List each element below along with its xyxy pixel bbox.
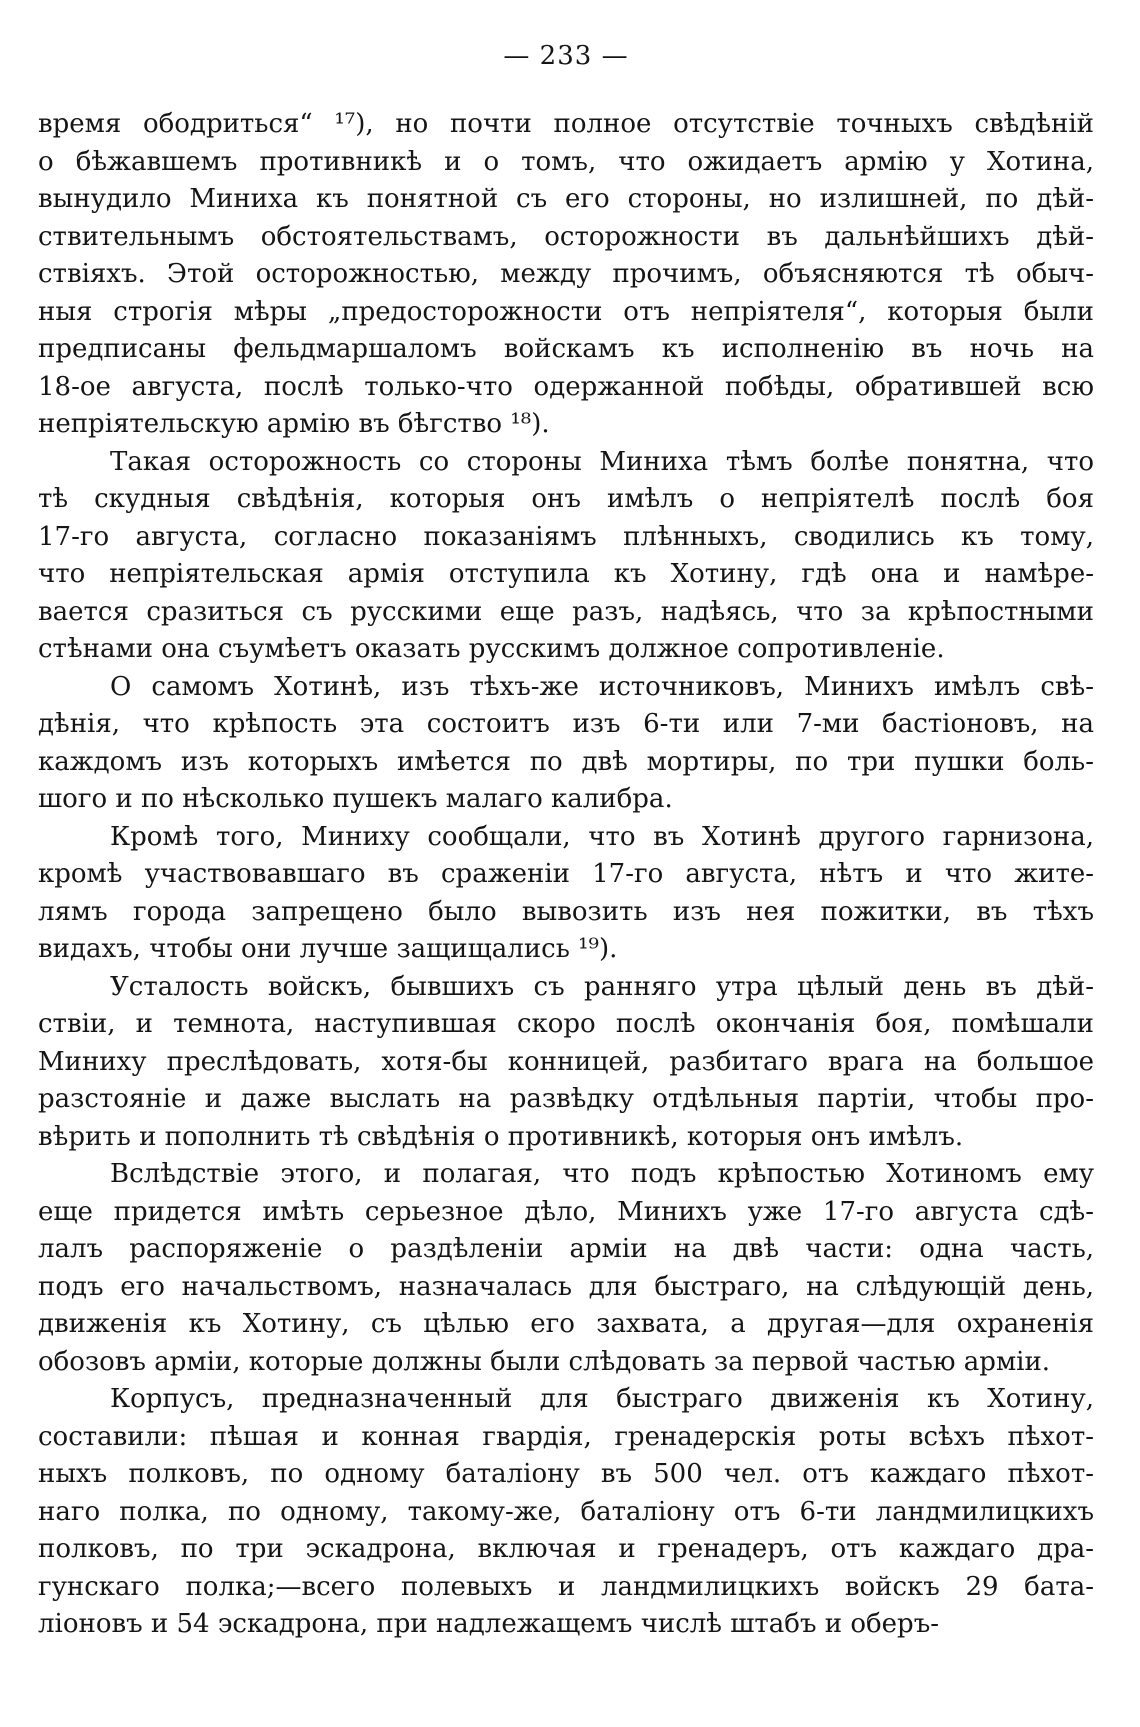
text-line: ныя строгія мѣры „предосторожности отъ непріятеля“, которыя были (38, 296, 1094, 327)
text-line: наго полка, по одному, такому-же, баталіону отъ 6-ти ландмилицкихъ (38, 1496, 1094, 1527)
text-line: обозовъ арміи, которые должны были слѣдовать за первой частью арміи. (38, 1346, 1051, 1377)
text-line: гунскаго полка;—всего полевыхъ и ландмилицкихъ войскъ 29 бата- (38, 1571, 1094, 1602)
text-line: видахъ, чтобы они лучше защищались ¹⁹). (38, 934, 618, 964)
text-line: ныхъ полковъ, по одному баталіону въ 500 чел. отъ каждаго пѣхот- (38, 1459, 1094, 1489)
text-line: вается сразиться съ русскими еще разъ, надѣясь, что за крѣпостными (38, 596, 1094, 627)
text-line: лалъ распоряженіе о раздѣленіи арміи на двѣ части: одна часть, (38, 1234, 1094, 1264)
text-line: Корпусъ, предназначенный для быстраго движенія къ Хотину, (110, 1384, 1094, 1414)
text-line: тѣ скудныя свѣдѣнія, которыя онъ имѣлъ о непріятелѣ послѣ боя (38, 484, 1094, 514)
paragraph (38, 1381, 1094, 1644)
text-line: ствіи, и темнота, наступившая скоро послѣ окончанія боя, помѣшали (38, 1009, 1094, 1039)
text-line: предписаны фельдмаршаломъ войскамъ къ исполненію въ ночь на (38, 334, 1094, 364)
text-line: о бѣжавшемъ противникѣ и о томъ, что ожидаетъ армію у Хотина, (38, 146, 1094, 177)
body-text (38, 106, 1094, 1644)
text-line: Кромѣ того, Миниху сообщали, что въ Хотинѣ другого гарнизона, (110, 821, 1094, 852)
paragraph (38, 669, 1094, 819)
page-number: — 233 — (503, 41, 629, 71)
text-line: Такая осторожность со стороны Миниха тѣмъ болѣе понятна, что (110, 446, 1094, 477)
text-line: время ободриться“ ¹⁷), но почти полное отсутствіе точныхъ свѣдѣній (38, 109, 1094, 139)
paragraph (38, 819, 1094, 969)
paragraph (38, 106, 1094, 444)
text-line: подъ его начальствомъ, назначалась для быстраго, на слѣдующій день, (38, 1271, 1094, 1302)
text-line: движенія къ Хотину, съ цѣлью его захвата, а другая—для охраненія (38, 1309, 1094, 1339)
text-line: ствительнымъ обстоятельствамъ, осторожности въ дальнѣйшихъ дѣй- (38, 221, 1094, 252)
text-line: Усталость войскъ, бывшихъ съ ранняго утра цѣлый день въ дѣй- (110, 971, 1094, 1002)
text-line: О самомъ Хотинѣ, изъ тѣхъ-же источниковъ, Минихъ имѣлъ свѣ- (110, 671, 1094, 702)
text-line: что непріятельская армія отступила къ Хотину, гдѣ она и намѣре- (38, 559, 1094, 589)
text-line: еще придется имѣть серьезное дѣло, Минихъ уже 17-го августа сдѣ- (38, 1196, 1094, 1227)
text-line: Вслѣдствіе этого, и полагая, что подъ крѣпостью Хотиномъ ему (110, 1159, 1094, 1189)
text-line: дѣнія, что крѣпость эта состоитъ изъ 6-ти или 7-ми бастіоновъ, на (38, 709, 1094, 739)
text-line: вынудило Миниха къ понятной съ его стороны, но излишней, по дѣй- (38, 184, 1094, 214)
text-line: 17-го августа, согласно показаніямъ плѣнныхъ, сводились къ тому, (38, 521, 1094, 552)
text-line: ствіяхъ. Этой осторожностью, между прочимъ, объясняются тѣ обыч- (38, 259, 1094, 289)
text-line: Миниху преслѣдовать, хотя-бы конницей, разбитаго врага на большое (38, 1046, 1094, 1077)
text-line: стѣнами она съумѣетъ оказать русскимъ должное сопротивленіе. (38, 634, 945, 664)
text-line: каждомъ изъ которыхъ имѣется по двѣ мортиры, по три пушки боль- (38, 746, 1094, 777)
text-line: ліоновъ и 54 эскадрона, при надлежащемъ числѣ штабъ и оберъ- (38, 1609, 940, 1639)
text-line: лямъ города запрещено было вывозить изъ нея пожитки, въ тѣхъ (38, 896, 1094, 927)
text-line: полковъ, по три эскадрона, включая и гренадеръ, отъ каждаго дра- (38, 1534, 1094, 1564)
paragraph (38, 1156, 1094, 1381)
text-line: шого и по нѣсколько пушекъ малаго калибра. (38, 784, 673, 814)
paragraph (38, 969, 1094, 1157)
text-line: разстояніе и даже выслать на развѣдку отдѣльныя партіи, чтобы про- (38, 1084, 1094, 1114)
text-line: вѣрить и пополнить тѣ свѣдѣнія о противникѣ, которыя онъ имѣлъ. (38, 1121, 964, 1152)
text-line: составили: пѣшая и конная гвардія, гренадерскія роты всѣхъ пѣхот- (38, 1421, 1094, 1452)
text-line: 18-ое августа, послѣ только-что одержанной побѣды, обратившей всю (38, 371, 1094, 402)
text-line: кромѣ участвовавшаго въ сраженіи 17-го августа, нѣтъ и что жите- (38, 859, 1094, 889)
text-line: непріятельскую армію въ бѣгство ¹⁸). (38, 409, 550, 439)
paragraph (38, 444, 1094, 669)
